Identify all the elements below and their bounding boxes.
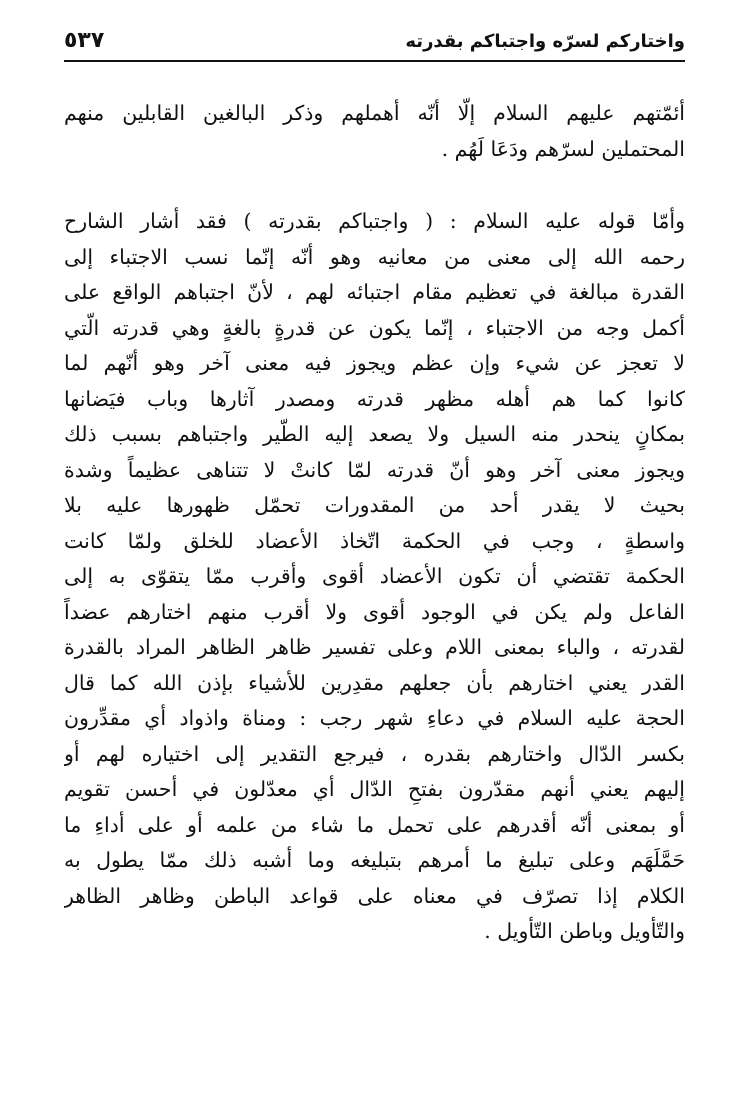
text-line: لقدرته ، والباء بمعنى اللام وعلى تفسير ظاهر الظاهر المراد بالقدرة xyxy=(64,635,685,659)
text-line: بكسر الدّال واختارهم بقدره ، فيرجع التقدير إلى اختياره لهم أو xyxy=(64,741,685,766)
text-line: الحكمة تقتضي أن تكون الأعضاد أقوى وأقرب ممّا يتقوّى به إلى xyxy=(64,564,685,588)
text-line: رحمه الله إلى معنى من معانيه وهو أنّه إنّما نسب الاجتباء إلى xyxy=(64,244,685,269)
text-line: الفاعل ولم يكن في الوجود أقوى ولا أقرب منهم اختارهم عضداً xyxy=(64,599,685,624)
page-header xyxy=(64,24,685,62)
paragraph xyxy=(64,96,685,167)
text-line: كانوا كما هم أهله مظهر قدرته ومصدر آثارها وباب فيَضانها xyxy=(64,386,685,411)
text-line: القدر يعني اختارهم بأن جعلهم مقدِرين للأشياء بإذن الله كما قال xyxy=(64,670,685,695)
page-number: ٥٣٧ xyxy=(64,28,105,53)
running-title: واختاركم لسرّه واجتباكم بقدرته xyxy=(405,31,685,52)
text-line: لا تعجز عن شيء وإن عظم ويجوز فيه معنى آخر وهو أنّهم لما xyxy=(64,351,685,375)
paragraph-gap xyxy=(64,167,685,204)
text-line: المحتملين لسرّهم ودَعَا لَهُم . xyxy=(441,136,685,161)
text-line: القدرة مبالغة في تعظيم مقام اجتبائه لهم ، لأنّ اجتباهم الواقع على xyxy=(64,280,685,304)
text-line: الحجة عليه السلام في دعاءِ شهر رجب : ومناة واذواد أي مقدِّرون xyxy=(64,706,685,730)
text-line: أكمل وجه من الاجتباء ، إنّما يكون عن قدرةٍ بالغةٍ وهي قدرته الّتي xyxy=(64,315,685,340)
text-line: الكلام إذا تصرّف في معناه على قواعد الباطن وظاهر الظاهر xyxy=(64,883,685,908)
text-line: أو بمعنى أنّه أقدرهم على تحمل ما شاء من علمه أو على أداءِ ما xyxy=(64,812,685,837)
text-line: بحيث لا يقدر أحد من المقدورات تحمّل ظهورها عليه بلا xyxy=(64,493,685,517)
text-line: وأمّا قوله عليه السلام : ( واجتباكم بقدرته ) فقد أشار الشارح xyxy=(64,209,685,233)
text-line: بمكانٍ ينحدر منه السيل ولا يصعد إليه الطّير واجتباهم بسبب ذلك xyxy=(64,422,685,446)
text-line: والتّأويل وباطن التّأويل . xyxy=(484,919,685,943)
text-line: ويجوز معنى آخر وهو أنّ قدرته لمّا كانتْ لا تتناهى عظيماً وشدة xyxy=(64,457,685,482)
paragraph xyxy=(64,204,685,950)
text-line: واسطةٍ ، وجب في الحكمة اتّخاذ الأعضاد للخلق ولمّا كانت xyxy=(64,528,685,553)
text-line: أئمّتهم عليهم السلام إلّا أنّه أهملهم وذكر البالغين القابلين منهم xyxy=(64,101,685,125)
text-line: إليهم يعني أنهم مقدّرون بفتحِ الدّال أي معدّلون في أحسن تقويم xyxy=(64,777,685,801)
text-body xyxy=(64,96,685,950)
text-line: حَمَّلَهَم وعلى تبليغ ما أمرهم بتبليغه وما أشبه ذلك ممّا يطول به xyxy=(64,848,685,872)
